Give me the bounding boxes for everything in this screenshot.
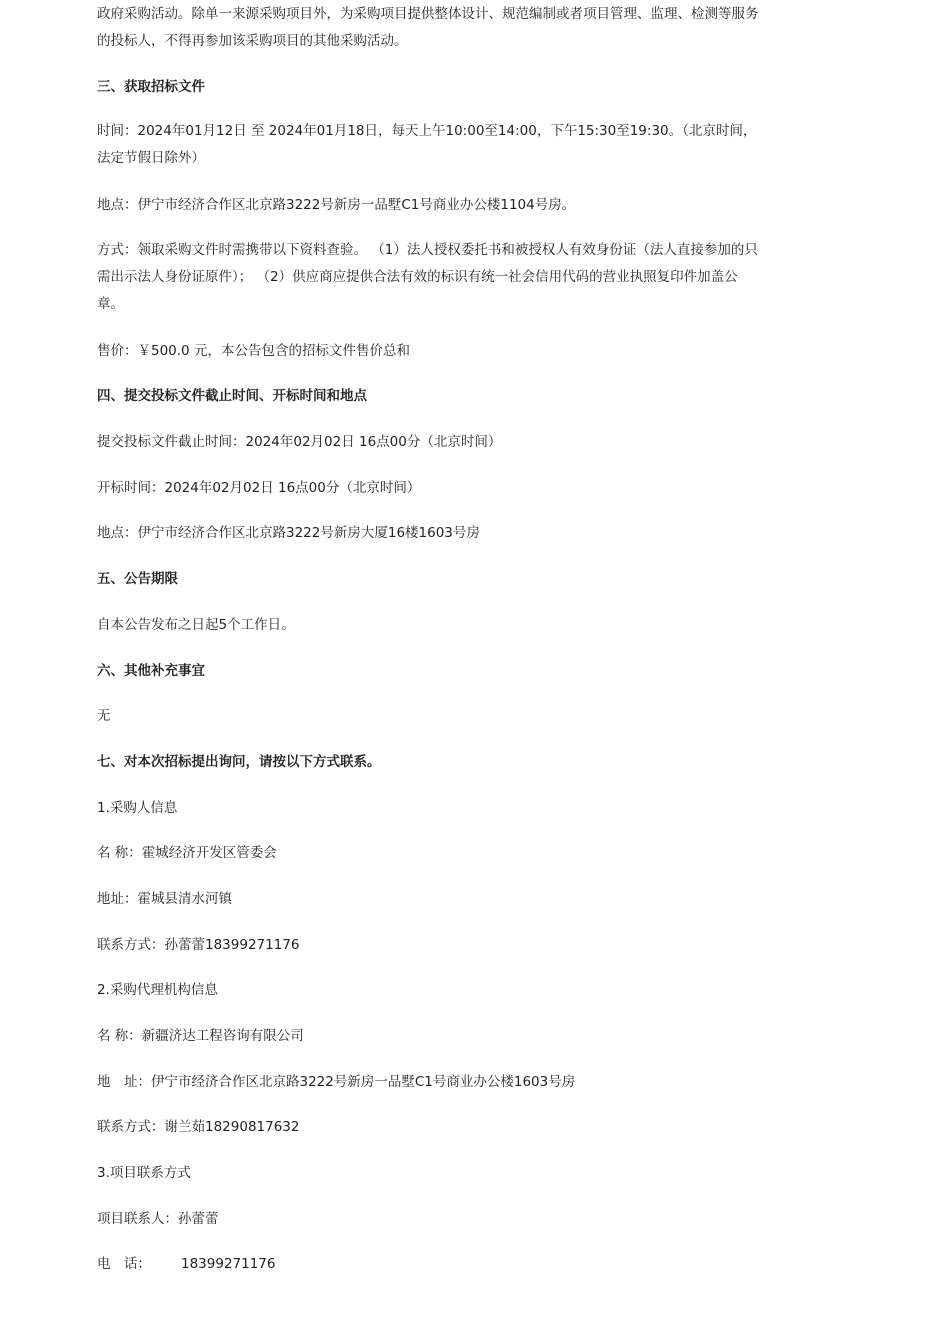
section-3-price: 售价：￥500.0 元，本公告包含的招标文件售价总和 bbox=[97, 343, 410, 359]
section-6-text: 无 bbox=[97, 708, 111, 724]
section-3-time: 时间：2024年01月12日 至 2024年01月18日，每天上午10:00至14:00，下午15:30至19:30。（北京时间，法定节假日除外） bbox=[97, 123, 757, 166]
section-6-heading: 六、其他补充事宜 bbox=[97, 663, 205, 679]
purchaser-title: 1.采购人信息 bbox=[97, 800, 178, 816]
purchaser-contact: 联系方式：孙蕾蕾18399271176 bbox=[97, 937, 300, 953]
agency-title: 2.采购代理机构信息 bbox=[97, 982, 218, 998]
project-contact-title: 3.项目联系方式 bbox=[97, 1165, 191, 1181]
section-5-heading: 五、公告期限 bbox=[97, 571, 178, 587]
project-phone bbox=[97, 1254, 275, 1274]
section-4-heading: 四、提交投标文件截止时间、开标时间和地点 bbox=[97, 388, 367, 404]
agency-contact: 联系方式：谢兰茹18290817632 bbox=[97, 1119, 300, 1135]
section-7-heading: 七、对本次招标提出询问，请按以下方式联系。 bbox=[97, 754, 381, 770]
section-4-opening: 开标时间：2024年02月02日 16点00分（北京时间） bbox=[97, 480, 421, 496]
section-5-text: 自本公告发布之日起5个工作日。 bbox=[97, 617, 295, 633]
section-3-place: 地点：伊宁市经济合作区北京路3222号新房一品墅C1号商业办公楼1104号房。 bbox=[97, 197, 576, 213]
intro-paragraph: 政府采购活动。除单一来源采购项目外，为采购项目提供整体设计、规范编制或者项目管理、监理、检测等服务的投标人，不得再参加该采购项目的其他采购活动。 bbox=[97, 6, 759, 49]
section-4-deadline: 提交投标文件截止时间：2024年02月02日 16点00分（北京时间） bbox=[97, 434, 502, 450]
project-phone-label: 电 话： bbox=[97, 1256, 151, 1272]
purchaser-name: 名 称：霍城经济开发区管委会 bbox=[97, 845, 277, 861]
project-contact-person: 项目联系人：孙蕾蕾 bbox=[97, 1211, 219, 1227]
agency-address: 地 址：伊宁市经济合作区北京路3222号新房一品墅C1号商业办公楼1603号房 bbox=[97, 1074, 576, 1090]
agency-name: 名 称：新疆济达工程咨询有限公司 bbox=[97, 1028, 304, 1044]
section-4-place: 地点：伊宁市经济合作区北京路3222号新房大厦16楼1603号房 bbox=[97, 525, 480, 541]
section-3-method: 方式：领取采购文件时需携带以下资料查验。 （1）法人授权委托书和被授权人有效身份证（法人直接参加的只需出示法人身份证原件）； （2）供应商应提供合法有效的标识有统一社会信用代码的营业执照复印件加盖公章。 bbox=[97, 242, 758, 312]
section-3-heading: 三、获取招标文件 bbox=[97, 79, 205, 95]
project-phone-value: 18399271176 bbox=[181, 1256, 276, 1272]
purchaser-address: 地址：霍城县清水河镇 bbox=[97, 891, 232, 907]
